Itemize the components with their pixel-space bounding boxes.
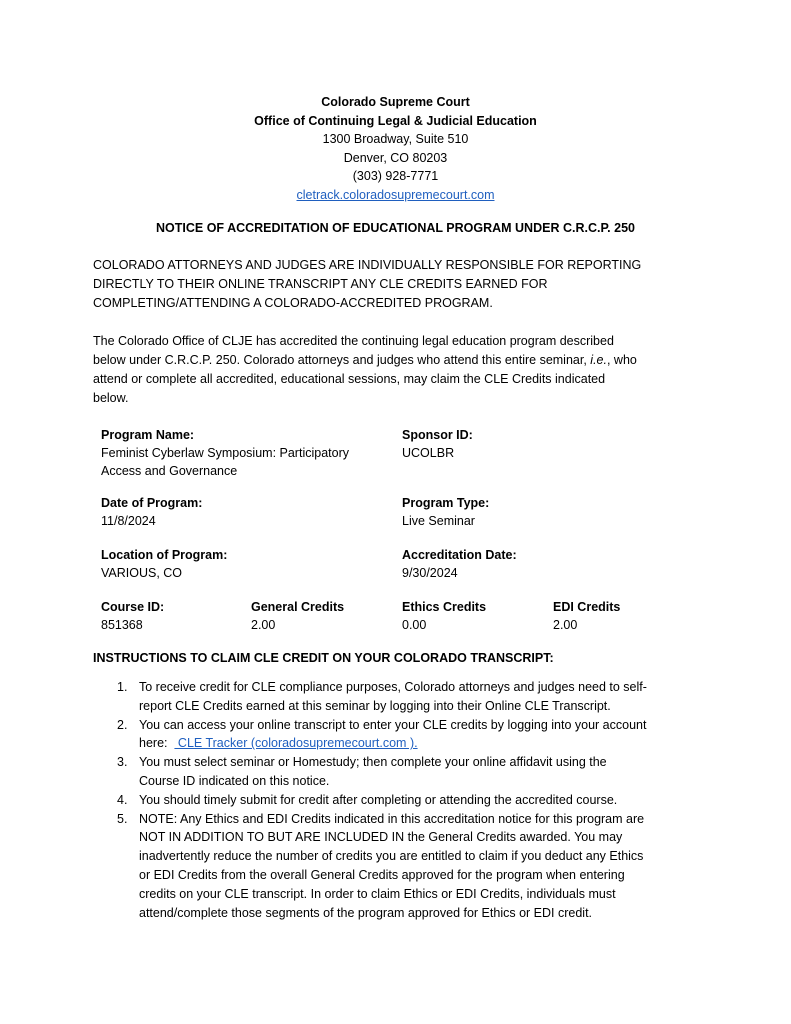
item-number: 5. [117, 811, 128, 826]
location-field [101, 546, 227, 582]
item-line: NOT IN ADDITION TO BUT ARE INCLUDED IN the General Credits awarded. You may [139, 830, 623, 845]
general-credits-label: General Credits [251, 600, 345, 614]
paragraph-line: DIRECTLY TO THEIR ONLINE TRANSCRIPT ANY CLE CREDITS EARNED FOR [93, 277, 548, 291]
instructions-title: INSTRUCTIONS TO CLAIM CLE CREDIT ON YOUR COLORADO TRANSCRIPT: [93, 651, 554, 665]
location-value: VARIOUS, CO [101, 566, 183, 580]
general-credits-field [251, 598, 344, 634]
responsibility-paragraph [93, 256, 703, 313]
notice-title: NOTICE OF ACCREDITATION OF EDUCATIONAL PROGRAM UNDER C.R.C.P. 250 [156, 221, 635, 235]
phone-number: (303) 928-7771 [352, 169, 439, 184]
sponsor-id-value: UCOLBR [402, 446, 455, 460]
instruction-item [117, 791, 707, 810]
accreditation-date-field [402, 546, 517, 582]
program-type-field [402, 494, 489, 530]
paragraph-text: , who [606, 353, 637, 367]
cle-tracker-link[interactable]: CLE Tracker (coloradosupremecourt.com ). [174, 736, 418, 751]
instruction-item [117, 716, 707, 754]
street-address: 1300 Broadway, Suite 510 [322, 132, 469, 147]
program-date-value: 11/8/2024 [101, 514, 156, 528]
item-line: inadvertently reduce the number of credits you are entitled to claim if you deduct any Ethics [139, 849, 644, 864]
item-line: You can access your online transcript to enter your CLE credits by logging into your account [139, 717, 647, 732]
program-name-label: Program Name: [101, 428, 195, 442]
item-number: 2. [117, 717, 128, 732]
item-line: You should timely submit for credit after completing or attending the accredited course. [139, 792, 618, 807]
ethics-credits-value: 0.00 [402, 618, 427, 632]
accreditation-date-label: Accreditation Date: [402, 548, 517, 562]
paragraph-line: below. [93, 391, 129, 405]
item-line: Course ID indicated on this notice. [139, 773, 330, 788]
paragraph-line: attend or complete all accredited, educational sessions, may claim the CLE Credits indicated [93, 372, 606, 386]
sponsor-id-field [402, 426, 473, 462]
paragraph-line [93, 351, 703, 370]
program-name-field [101, 426, 349, 480]
ethics-credits-label: Ethics Credits [402, 600, 487, 614]
program-type-label: Program Type: [402, 496, 490, 510]
letterhead [0, 93, 791, 205]
cletrack-link[interactable]: cletrack.coloradosupremecourt.com [296, 187, 495, 202]
program-date-field [101, 494, 202, 530]
accreditation-date-value: 9/30/2024 [402, 566, 458, 580]
here-text: here: [139, 736, 175, 751]
city-state-zip: Denver, CO 80203 [343, 150, 448, 165]
instruction-item [117, 678, 707, 716]
item-line: report CLE Credits earned at this seminar by logging into their Online CLE Transcript. [139, 698, 611, 713]
court-name: Colorado Supreme Court [321, 95, 470, 109]
office-name: Office of Continuing Legal & Judicial Education [254, 113, 537, 128]
program-date-label: Date of Program: [101, 496, 203, 510]
paragraph-line: COMPLETING/ATTENDING A COLORADO-ACCREDITED PROGRAM. [93, 296, 493, 310]
paragraph-line: The Colorado Office of CLJE has accredited the continuing legal education program described [93, 334, 614, 348]
item-line: NOTE: Any Ethics and EDI Credits indicated in this accreditation notice for this program are [139, 811, 645, 826]
instructions-list [117, 678, 707, 922]
paragraph-line: COLORADO ATTORNEYS AND JUDGES ARE INDIVIDUALLY RESPONSIBLE FOR REPORTING [93, 258, 642, 272]
sponsor-id-label: Sponsor ID: [402, 428, 473, 442]
item-number: 4. [117, 792, 128, 807]
accreditation-paragraph [93, 332, 703, 408]
item-line: credits on your CLE transcript. In order to claim Ethics or EDI Credits, individuals must [139, 886, 616, 901]
edi-credits-label: EDI Credits [553, 600, 621, 614]
course-id-label: Course ID: [101, 600, 165, 614]
instruction-item [117, 810, 707, 923]
program-name-value: Feminist Cyberlaw Symposium: Participatory [101, 446, 349, 460]
course-id-field [101, 598, 164, 634]
item-line: or EDI Credits from the overall General Credits approved for the program when entering [139, 867, 625, 882]
item-number: 1. [117, 680, 128, 694]
item-number: 3. [117, 755, 128, 770]
item-line [139, 734, 707, 753]
item-line: attend/complete those segments of the program approved for Ethics or EDI credit. [139, 905, 593, 920]
paragraph-text: below under C.R.C.P. 250. Colorado attorneys and judges who attend this entire seminar, [93, 353, 591, 367]
location-label: Location of Program: [101, 548, 228, 562]
program-type-value: Live Seminar [402, 514, 475, 528]
item-line: To receive credit for CLE compliance purposes, Colorado attorneys and judges need to self- [139, 680, 647, 694]
general-credits-value: 2.00 [251, 618, 276, 632]
instruction-item [117, 753, 707, 791]
course-id-value: 851368 [101, 618, 143, 632]
item-line: You must select seminar or Homestudy; then complete your online affidavit using the [139, 755, 607, 770]
edi-credits-value: 2.00 [553, 618, 578, 632]
edi-credits-field [553, 598, 620, 634]
program-name-value-cont: Access and Governance [101, 464, 238, 478]
ethics-credits-field [402, 598, 486, 634]
ie-italic: i.e. [590, 353, 607, 367]
